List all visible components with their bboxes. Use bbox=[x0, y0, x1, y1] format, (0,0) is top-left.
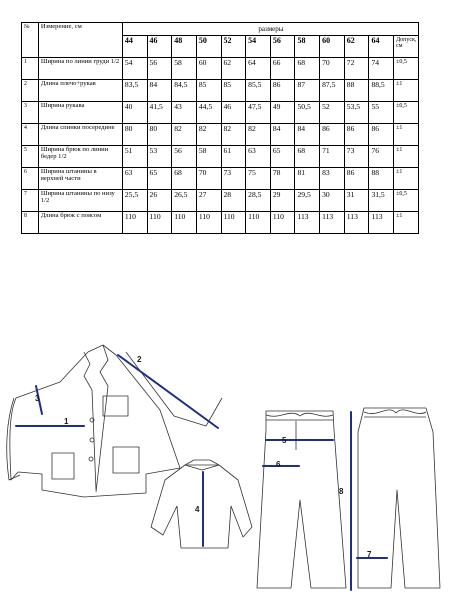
row-value: 110 bbox=[172, 212, 197, 234]
row-tolerance: ±0,5 bbox=[394, 190, 419, 212]
row-tolerance: ±1 bbox=[394, 146, 419, 168]
row-value: 80 bbox=[147, 124, 172, 146]
size-header-cell: 52 bbox=[221, 36, 246, 58]
trousers-front bbox=[257, 411, 346, 588]
row-number: 4 bbox=[22, 124, 39, 146]
row-value: 73 bbox=[344, 146, 369, 168]
row-value: 76 bbox=[369, 146, 394, 168]
row-value: 28,5 bbox=[246, 190, 271, 212]
row-value: 31 bbox=[344, 190, 369, 212]
row-value: 53 bbox=[147, 146, 172, 168]
row-tolerance: ±1 bbox=[394, 212, 419, 234]
row-value: 110 bbox=[196, 212, 221, 234]
row-value: 75 bbox=[246, 168, 271, 190]
row-value: 66 bbox=[270, 58, 295, 80]
measure-label-4: 4 bbox=[195, 505, 200, 514]
measure-lines bbox=[16, 355, 387, 590]
row-value: 82 bbox=[221, 124, 246, 146]
row-value: 70 bbox=[196, 168, 221, 190]
row-value: 110 bbox=[122, 212, 147, 234]
row-value: 82 bbox=[196, 124, 221, 146]
row-value: 113 bbox=[320, 212, 345, 234]
row-value: 85 bbox=[196, 80, 221, 102]
jacket-back bbox=[151, 460, 252, 548]
row-value: 54 bbox=[122, 58, 147, 80]
row-value: 60 bbox=[196, 58, 221, 80]
row-value: 72 bbox=[344, 58, 369, 80]
row-value: 84,5 bbox=[172, 80, 197, 102]
row-value: 113 bbox=[344, 212, 369, 234]
row-measure-name: Ширина рукава bbox=[38, 102, 122, 124]
row-value: 84 bbox=[147, 80, 172, 102]
size-header-cell: 48 bbox=[172, 36, 197, 58]
row-number: 6 bbox=[22, 168, 39, 190]
row-value: 65 bbox=[147, 168, 172, 190]
row-value: 30 bbox=[320, 190, 345, 212]
header-sizes: размеры bbox=[122, 23, 418, 36]
measure-label-3: 3 bbox=[35, 394, 40, 403]
row-number: 5 bbox=[22, 146, 39, 168]
measure-label-5: 5 bbox=[282, 436, 287, 445]
row-value: 84 bbox=[270, 124, 295, 146]
row-value: 61 bbox=[221, 146, 246, 168]
row-measure-name: Ширина штанины по низу 1/2 bbox=[38, 190, 122, 212]
row-value: 28 bbox=[221, 190, 246, 212]
measure-label-1: 1 bbox=[64, 417, 69, 426]
size-header-cell: 56 bbox=[270, 36, 295, 58]
row-value: 86 bbox=[344, 124, 369, 146]
measure-line-2 bbox=[118, 355, 218, 428]
row-tolerance: ±1 bbox=[394, 124, 419, 146]
row-value: 110 bbox=[221, 212, 246, 234]
row-measure-name: Ширина по линии груди 1/2 bbox=[38, 58, 122, 80]
row-tolerance: ±1 bbox=[394, 80, 419, 102]
row-number: 1 bbox=[22, 58, 39, 80]
row-value: 56 bbox=[147, 58, 172, 80]
row-measure-name: Ширина брюк по линии бедер 1/2 bbox=[38, 146, 122, 168]
header-measurement: Измерение, см bbox=[38, 23, 122, 58]
row-value: 88,5 bbox=[369, 80, 394, 102]
row-number: 8 bbox=[22, 212, 39, 234]
row-value: 41,5 bbox=[147, 102, 172, 124]
row-value: 87 bbox=[295, 80, 320, 102]
row-value: 113 bbox=[369, 212, 394, 234]
row-number: 3 bbox=[22, 102, 39, 124]
row-value: 88 bbox=[344, 80, 369, 102]
row-value: 64 bbox=[246, 58, 271, 80]
row-measure-name: Ширина штанины в верхней части bbox=[38, 168, 122, 190]
row-value: 83,5 bbox=[122, 80, 147, 102]
row-value: 58 bbox=[196, 146, 221, 168]
row-value: 26,5 bbox=[172, 190, 197, 212]
row-value: 86 bbox=[344, 168, 369, 190]
row-value: 87,5 bbox=[320, 80, 345, 102]
row-value: 65 bbox=[270, 146, 295, 168]
row-value: 113 bbox=[295, 212, 320, 234]
row-value: 44,5 bbox=[196, 102, 221, 124]
row-value: 40 bbox=[122, 102, 147, 124]
row-number: 7 bbox=[22, 190, 39, 212]
row-value: 74 bbox=[369, 58, 394, 80]
row-value: 63 bbox=[246, 146, 271, 168]
row-value: 80 bbox=[122, 124, 147, 146]
size-header-cell: 60 bbox=[320, 36, 345, 58]
row-value: 110 bbox=[270, 212, 295, 234]
row-value: 85 bbox=[221, 80, 246, 102]
header-number: № bbox=[22, 23, 39, 58]
row-value: 84 bbox=[295, 124, 320, 146]
row-value: 85,5 bbox=[246, 80, 271, 102]
row-value: 110 bbox=[246, 212, 271, 234]
row-value: 81 bbox=[295, 168, 320, 190]
jacket-front bbox=[7, 345, 222, 497]
size-header-cell: 62 bbox=[344, 36, 369, 58]
row-value: 52 bbox=[320, 102, 345, 124]
row-tolerance: ±0,5 bbox=[394, 102, 419, 124]
row-value: 25,5 bbox=[122, 190, 147, 212]
size-header-cell: 58 bbox=[295, 36, 320, 58]
row-value: 82 bbox=[172, 124, 197, 146]
size-header-cell: 44 bbox=[122, 36, 147, 58]
row-value: 53,5 bbox=[344, 102, 369, 124]
row-value: 55 bbox=[369, 102, 394, 124]
row-value: 86 bbox=[270, 80, 295, 102]
trousers-back bbox=[358, 408, 440, 588]
row-value: 49 bbox=[270, 102, 295, 124]
row-value: 29 bbox=[270, 190, 295, 212]
row-value: 46 bbox=[221, 102, 246, 124]
row-tolerance: ±1 bbox=[394, 168, 419, 190]
row-value: 86 bbox=[369, 124, 394, 146]
size-header-cell: 50 bbox=[196, 36, 221, 58]
row-value: 86 bbox=[320, 124, 345, 146]
row-value: 58 bbox=[172, 58, 197, 80]
measure-label-2: 2 bbox=[137, 355, 142, 364]
row-value: 83 bbox=[320, 168, 345, 190]
row-value: 68 bbox=[295, 58, 320, 80]
row-measure-name: Длина брюк с поясом bbox=[38, 212, 122, 234]
row-value: 82 bbox=[246, 124, 271, 146]
row-value: 70 bbox=[320, 58, 345, 80]
measure-label-7: 7 bbox=[367, 550, 372, 559]
row-value: 27 bbox=[196, 190, 221, 212]
row-value: 68 bbox=[295, 146, 320, 168]
row-value: 78 bbox=[270, 168, 295, 190]
row-value: 51 bbox=[122, 146, 147, 168]
row-number: 2 bbox=[22, 80, 39, 102]
row-value: 29,5 bbox=[295, 190, 320, 212]
row-measure-name: Длина спинки посередине bbox=[38, 124, 122, 146]
size-header-cell: 64 bbox=[369, 36, 394, 58]
size-header-cell: 54 bbox=[246, 36, 271, 58]
row-measure-name: Длина плечо+рукав bbox=[38, 80, 122, 102]
row-value: 56 bbox=[172, 146, 197, 168]
tolerance-header: Допуск, см bbox=[394, 36, 419, 58]
row-value: 31,5 bbox=[369, 190, 394, 212]
row-value: 68 bbox=[172, 168, 197, 190]
row-tolerance: ±0,5 bbox=[394, 58, 419, 80]
row-value: 73 bbox=[221, 168, 246, 190]
row-value: 43 bbox=[172, 102, 197, 124]
measure-label-8: 8 bbox=[339, 487, 344, 496]
row-value: 50,5 bbox=[295, 102, 320, 124]
row-value: 62 bbox=[221, 58, 246, 80]
row-value: 63 bbox=[122, 168, 147, 190]
size-header-cell: 46 bbox=[147, 36, 172, 58]
row-value: 47,5 bbox=[246, 102, 271, 124]
row-value: 71 bbox=[320, 146, 345, 168]
row-value: 26 bbox=[147, 190, 172, 212]
row-value: 110 bbox=[147, 212, 172, 234]
measure-label-6: 6 bbox=[276, 460, 281, 469]
row-value: 88 bbox=[369, 168, 394, 190]
